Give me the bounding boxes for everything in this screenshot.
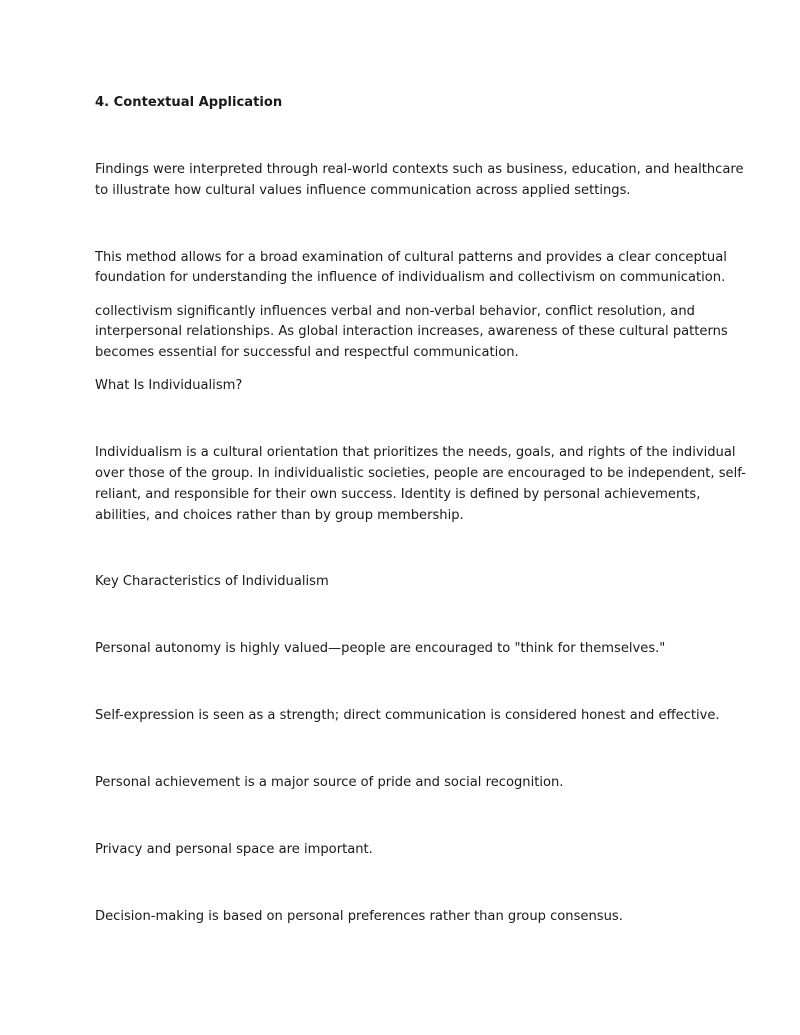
characteristic-item: Self-expression is seen as a strength; direct communication is considered honest and effective.: [95, 708, 720, 723]
paragraph-line: reliant, and responsible for their own success. Identity is defined by personal achievements,: [95, 487, 701, 502]
question-heading: What Is Individualism?: [95, 378, 243, 393]
characteristic-item: Personal autonomy is highly valued—people are encouraged to "think for themselves.": [95, 641, 666, 656]
paragraph-line: This method allows for a broad examination of cultural patterns and provides a clear conceptual: [95, 250, 727, 265]
paragraph-line: interpersonal relationships. As global interaction increases, awareness of these cultural patterns: [95, 324, 728, 339]
paragraph-line: Findings were interpreted through real-world contexts such as business, education, and healthcare: [95, 162, 744, 177]
paragraph-line: Individualism is a cultural orientation that prioritizes the needs, goals, and rights of the individual: [95, 445, 736, 460]
paragraph-line: becomes essential for successful and respectful communication.: [95, 345, 519, 360]
paragraph-line: over those of the group. In individualistic societies, people are encouraged to be independent, self-: [95, 466, 746, 481]
paragraph-line: abilities, and choices rather than by group membership.: [95, 508, 464, 523]
paragraph-line: to illustrate how cultural values influence communication across applied settings.: [95, 183, 631, 198]
characteristic-item: Personal achievement is a major source of pride and social recognition.: [95, 775, 564, 790]
paragraph-line: collectivism significantly influences verbal and non-verbal behavior, conflict resolution, and: [95, 304, 695, 319]
characteristic-item: Decision-making is based on personal preferences rather than group consensus.: [95, 909, 623, 924]
paragraph-line: foundation for understanding the influence of individualism and collectivism on communication.: [95, 270, 726, 285]
characteristics-heading: Key Characteristics of Individualism: [95, 574, 329, 589]
section-heading: 4. Contextual Application: [95, 95, 283, 110]
characteristic-item: Privacy and personal space are important.: [95, 842, 373, 857]
